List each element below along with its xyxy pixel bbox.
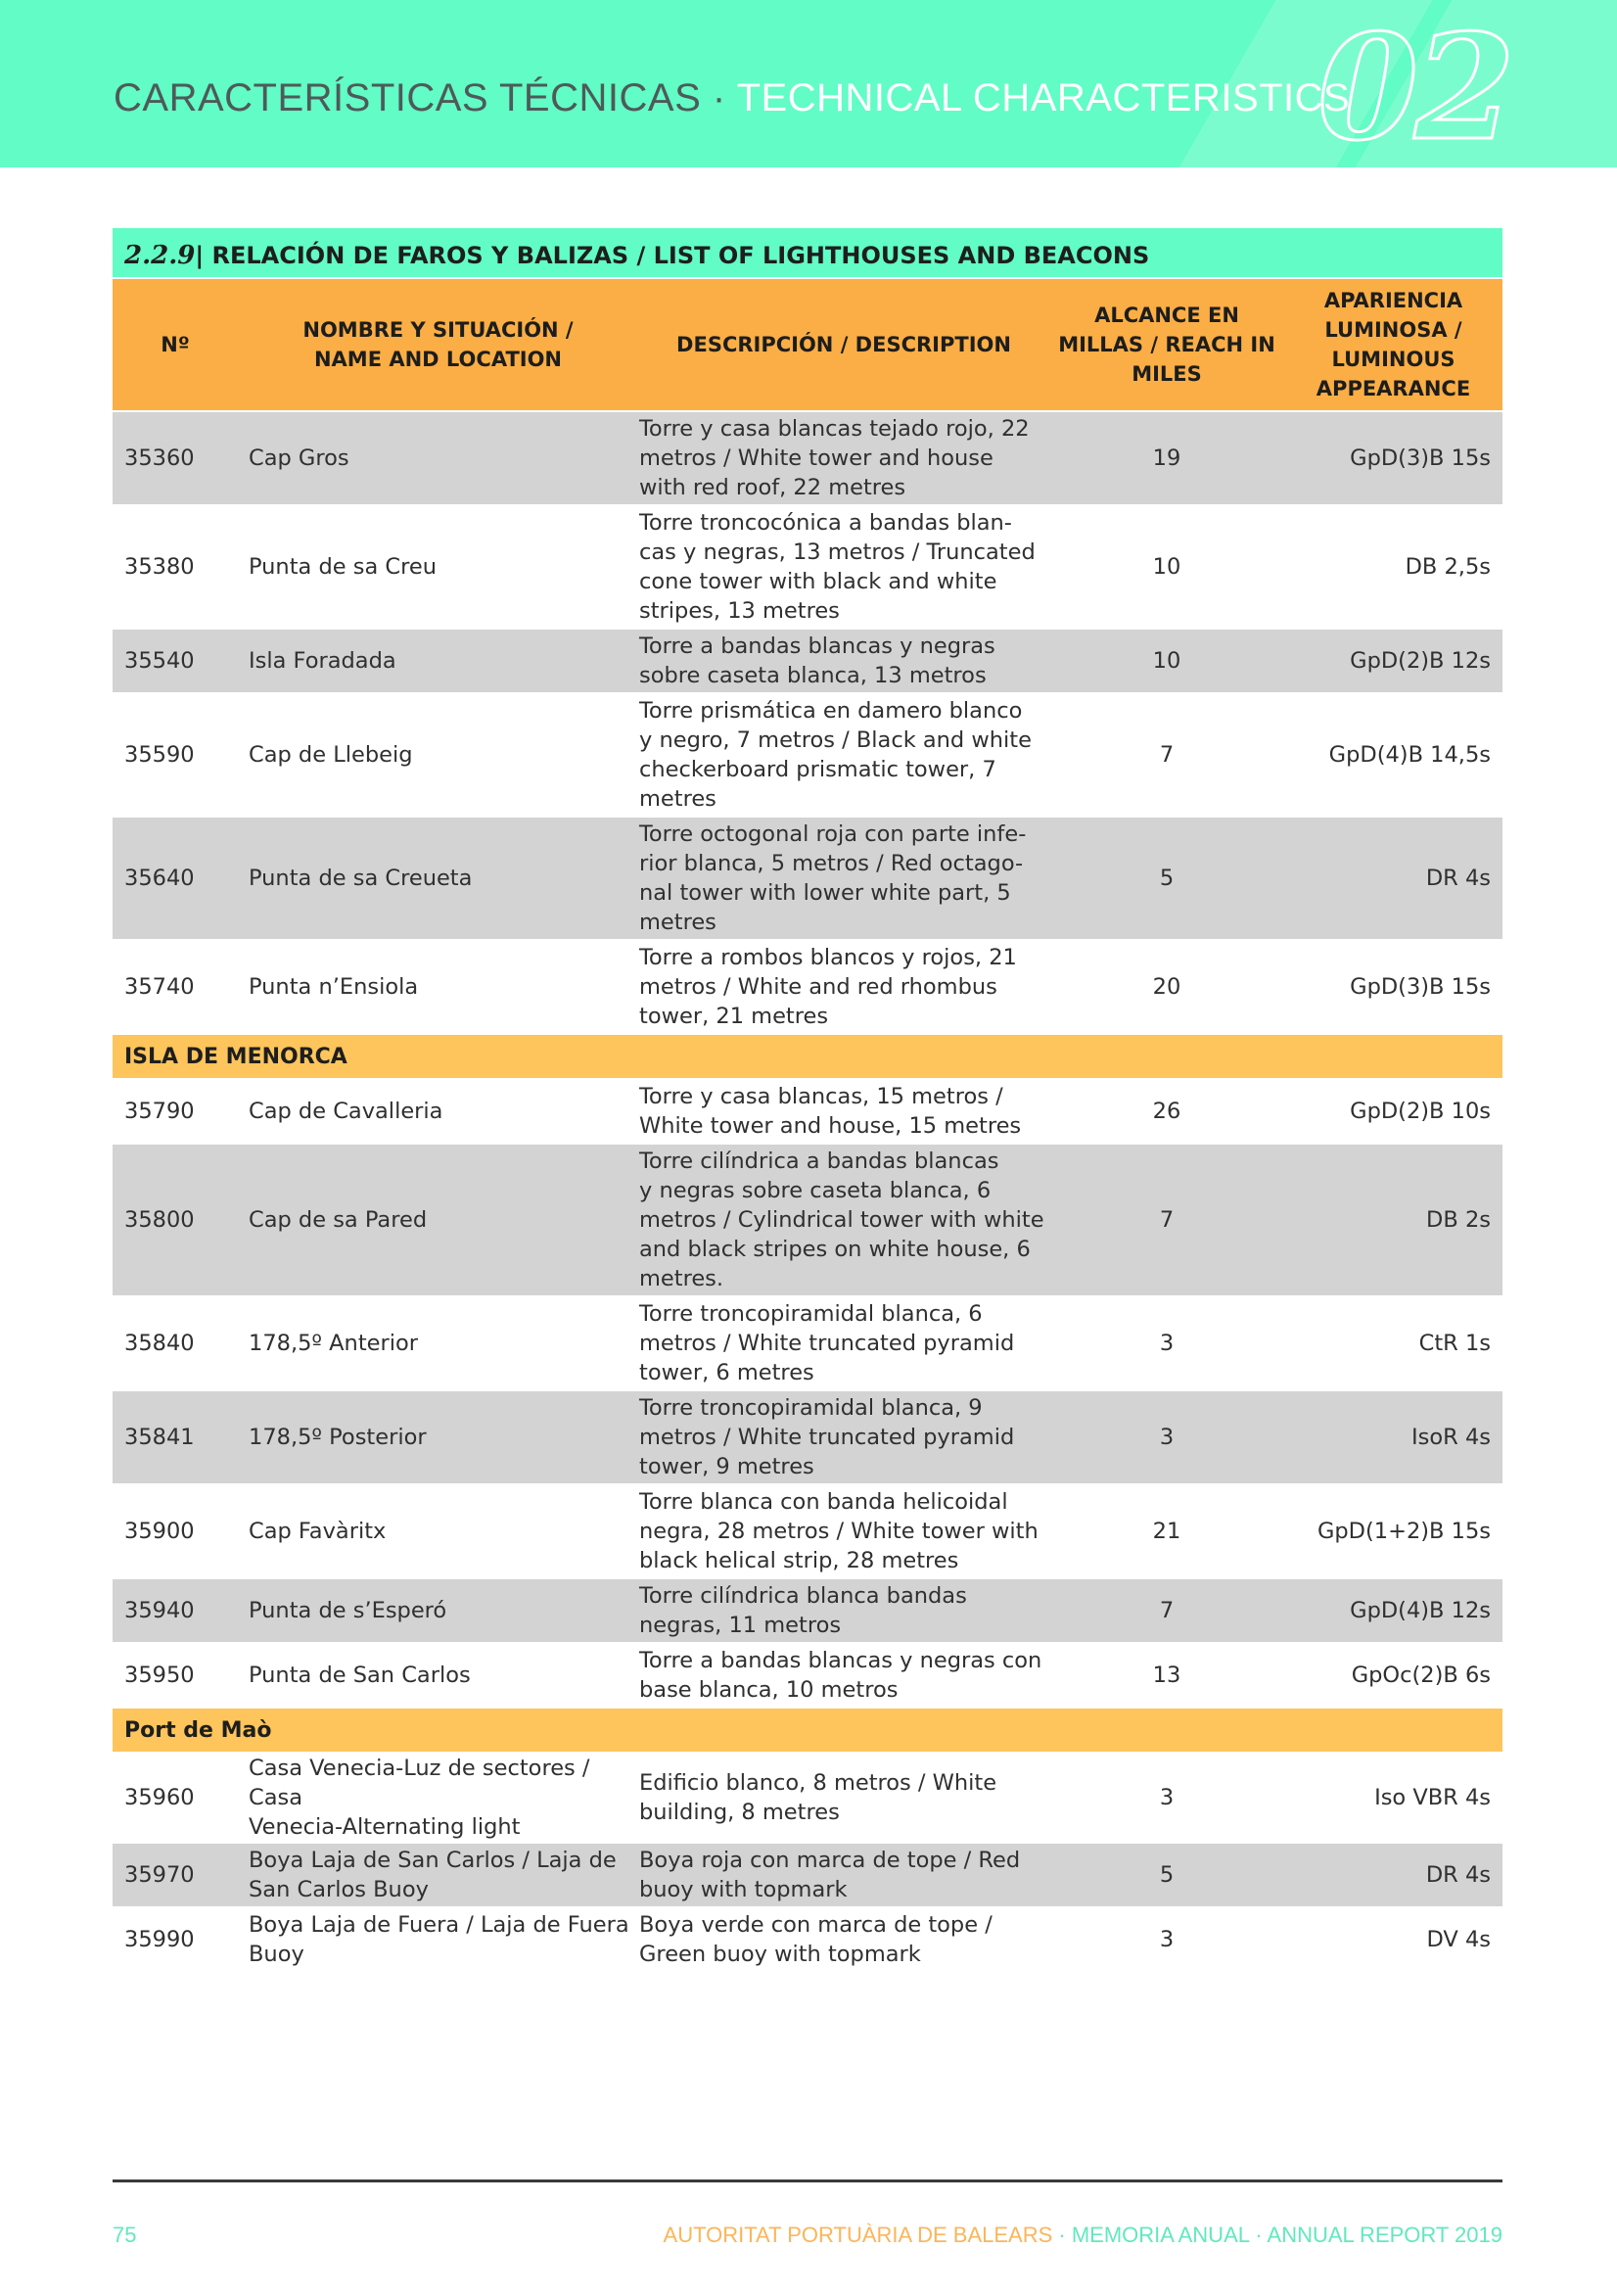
table-row	[113, 1842, 1502, 1906]
cell-appearance: GpD(4)B 14,5s	[1328, 742, 1491, 768]
cell-name: 178,5º Anterior	[249, 1331, 419, 1356]
table-row	[113, 1906, 1502, 1971]
cell-appearance: GpD(1+2)B 15s	[1317, 1519, 1491, 1544]
cell-description: Torre y casa blancas tejado rojo, 22 metros / White tower and house with red roof, 22 metres	[639, 416, 1030, 500]
table-row	[113, 1577, 1502, 1642]
footer-report-es: MEMORIA ANUAL	[1071, 2223, 1250, 2247]
cell-name: Boya Laja de Fuera / Laja de Fuera Buoy	[249, 1912, 629, 1967]
cell-number: 35360	[124, 445, 195, 471]
footer-report-en: ANNUAL REPORT 2019	[1267, 2223, 1502, 2247]
cell-description: Torre prismática en damero blanco y negro, 7 metros / Black and white checkerboard prismatic tower, 7 metres	[639, 698, 1032, 812]
table-row	[113, 1295, 1502, 1389]
cell-reach: 3	[1159, 1927, 1175, 1952]
cell-description: Torre cilíndrica blanca bandas negras, 11 metros	[639, 1583, 967, 1638]
cell-description: Edificio blanco, 8 metros / White building, 8 metres	[639, 1770, 997, 1825]
cell-description: Torre troncocónica a bandas blan- cas y negras, 13 metros / Truncated cone tower with black and white stripes, 13 metres	[639, 510, 1036, 624]
cell-description: Torre a bandas blancas y negras sobre caseta blanca, 13 metros	[639, 633, 995, 688]
cell-appearance: DR 4s	[1425, 1862, 1491, 1888]
cell-description: Torre blanca con banda helicoidal negra, 28 metros / White tower with black helical strip, 28 metres	[639, 1489, 1039, 1573]
chapter-title-separator: ·	[712, 76, 726, 119]
cell-reach: 3	[1159, 1331, 1175, 1356]
cell-reach: 5	[1159, 866, 1175, 891]
cell-description: Boya roja con marca de tope / Red buoy with topmark	[639, 1848, 1021, 1902]
chapter-number: 02	[1317, 2, 1511, 167]
cell-description: Torre y casa blancas, 15 metros / White tower and house, 15 metres	[639, 1084, 1022, 1139]
cell-number: 35990	[124, 1927, 195, 1952]
cell-number: 35590	[124, 742, 195, 768]
table-row	[113, 939, 1502, 1033]
cell-appearance: DB 2,5s	[1405, 554, 1491, 580]
cell-appearance: DR 4s	[1425, 866, 1491, 891]
cell-reach: 26	[1152, 1099, 1181, 1124]
footer-publication	[664, 2223, 1502, 2248]
footer-divider	[113, 2179, 1502, 2182]
cell-reach: 10	[1152, 648, 1181, 674]
cell-description: Torre cilíndrica a bandas blancas y negras sobre caseta blanca, 6 metros / Cylindrical tower with white and black stripes on white house, 6 metres.	[639, 1148, 1044, 1291]
section-title	[113, 228, 1502, 277]
chapter-title	[114, 76, 1350, 120]
cell-number: 35640	[124, 866, 195, 891]
footer-organization: AUTORITAT PORTUÀRIA DE BALEARS	[663, 2223, 1053, 2247]
cell-name: Punta n’Ensiola	[249, 974, 419, 1000]
cell-number: 35800	[124, 1207, 195, 1233]
cell-appearance: GpD(4)B 12s	[1350, 1598, 1491, 1623]
cell-reach: 3	[1159, 1425, 1175, 1450]
cell-description: Boya verde con marca de tope / Green buoy with topmark	[639, 1912, 993, 1967]
column-header-name: NOMBRE Y SITUACIÓN / NAME AND LOCATION	[302, 318, 574, 371]
cell-reach: 19	[1152, 445, 1181, 471]
cell-number: 35900	[124, 1519, 195, 1544]
cell-description: Torre troncopiramidal blanca, 9 metros / White truncated pyramid tower, 9 metres	[639, 1395, 1015, 1479]
cell-name: Punta de sa Creu	[249, 554, 437, 580]
cell-appearance: CtR 1s	[1418, 1331, 1491, 1356]
footer-separator: ·	[1249, 2223, 1268, 2247]
table-row	[113, 504, 1502, 628]
cell-reach: 7	[1159, 1207, 1175, 1233]
column-header-appearance: APARIENCIA LUMINOSA / LUMINOUS APPEARANCE	[1316, 289, 1471, 400]
cell-name: 178,5º Posterior	[249, 1425, 427, 1450]
chapter-title-en: TECHNICAL CHARACTERISTICS	[736, 76, 1351, 119]
cell-number: 35740	[124, 974, 195, 1000]
table-row	[113, 628, 1502, 692]
table-header	[113, 277, 1502, 410]
cell-appearance: DB 2s	[1426, 1207, 1491, 1233]
cell-description: Torre a rombos blancos y rojos, 21 metros / White and red rhombus tower, 21 metres	[639, 945, 1017, 1029]
cell-description: Torre troncopiramidal blanca, 6 metros / White truncated pyramid tower, 6 metres	[639, 1301, 1015, 1385]
cell-appearance: GpD(3)B 15s	[1350, 445, 1491, 471]
footer-separator: ·	[1052, 2223, 1072, 2247]
cell-name: Casa Venecia-Luz de sectores / Casa Venecia-Alternating light	[249, 1756, 590, 1840]
group-row-mao: Port de Maò	[113, 1707, 1502, 1752]
table-row	[113, 1078, 1502, 1143]
table-row	[113, 692, 1502, 816]
table-row	[113, 816, 1502, 939]
page-number: 75	[113, 2223, 137, 2247]
cell-reach: 21	[1152, 1519, 1181, 1544]
cell-number: 35940	[124, 1598, 195, 1623]
cell-reach: 13	[1152, 1663, 1181, 1688]
section-title-text: | RELACIÓN DE FAROS Y BALIZAS / LIST OF LIGHTHOUSES AND BEACONS	[195, 242, 1150, 269]
table-row	[113, 1389, 1502, 1483]
cell-name: Cap de sa Pared	[249, 1207, 428, 1233]
header-band	[0, 0, 1617, 167]
cell-reach: 7	[1159, 1598, 1175, 1623]
cell-appearance: GpD(3)B 15s	[1350, 974, 1491, 1000]
cell-number: 35950	[124, 1663, 195, 1688]
section-number: 2.2.9	[124, 241, 196, 270]
column-header-number: Nº	[161, 333, 190, 356]
cell-name: Boya Laja de San Carlos / Laja de San Carlos Buoy	[249, 1848, 617, 1902]
cell-name: Cap Gros	[249, 445, 349, 471]
cell-name: Punta de s’Esperó	[249, 1598, 447, 1623]
table-row	[113, 1642, 1502, 1707]
cell-reach: 7	[1159, 742, 1175, 768]
cell-description: Torre octogonal roja con parte infe- rior blanca, 5 metros / Red octago- nal tower with lower white part, 5 metres	[639, 821, 1027, 935]
cell-number: 35840	[124, 1331, 195, 1356]
table-row	[113, 1752, 1502, 1842]
cell-number: 35790	[124, 1099, 195, 1124]
cell-reach: 3	[1159, 1785, 1175, 1810]
group-row-menorca: ISLA DE MENORCA	[113, 1033, 1502, 1078]
cell-name: Punta de San Carlos	[249, 1663, 471, 1688]
chapter-title-es: CARACTERÍSTICAS TÉCNICAS	[114, 76, 702, 119]
cell-number: 35841	[124, 1425, 195, 1450]
cell-number: 35960	[124, 1785, 195, 1810]
lighthouses-table	[113, 228, 1502, 1971]
cell-appearance: GpOc(2)B 6s	[1351, 1663, 1491, 1688]
cell-name: Cap de Cavalleria	[249, 1099, 443, 1124]
cell-name: Punta de sa Creueta	[249, 866, 473, 891]
cell-appearance: GpD(2)B 12s	[1350, 648, 1491, 674]
column-header-description: DESCRIPCIÓN / DESCRIPTION	[676, 333, 1011, 356]
cell-appearance: GpD(2)B 10s	[1350, 1099, 1491, 1124]
cell-description: Torre a bandas blancas y negras con base blanca, 10 metros	[639, 1648, 1042, 1703]
cell-number: 35380	[124, 554, 195, 580]
cell-appearance: DV 4s	[1426, 1927, 1491, 1952]
cell-reach: 5	[1159, 1862, 1175, 1888]
table-row	[113, 410, 1502, 504]
table-body	[113, 410, 1502, 1971]
cell-appearance: IsoR 4s	[1411, 1425, 1491, 1450]
cell-number: 35970	[124, 1862, 195, 1888]
cell-name: Cap de Llebeig	[249, 742, 413, 768]
cell-name: Cap Favàritx	[249, 1519, 387, 1544]
table-row	[113, 1483, 1502, 1577]
cell-reach: 10	[1152, 554, 1181, 580]
cell-appearance: Iso VBR 4s	[1374, 1785, 1491, 1810]
table-row	[113, 1143, 1502, 1295]
column-header-reach: ALCANCE EN MILLAS / REACH IN MILES	[1058, 304, 1275, 386]
cell-number: 35540	[124, 648, 195, 674]
cell-reach: 20	[1152, 974, 1181, 1000]
cell-name: Isla Foradada	[249, 648, 396, 674]
